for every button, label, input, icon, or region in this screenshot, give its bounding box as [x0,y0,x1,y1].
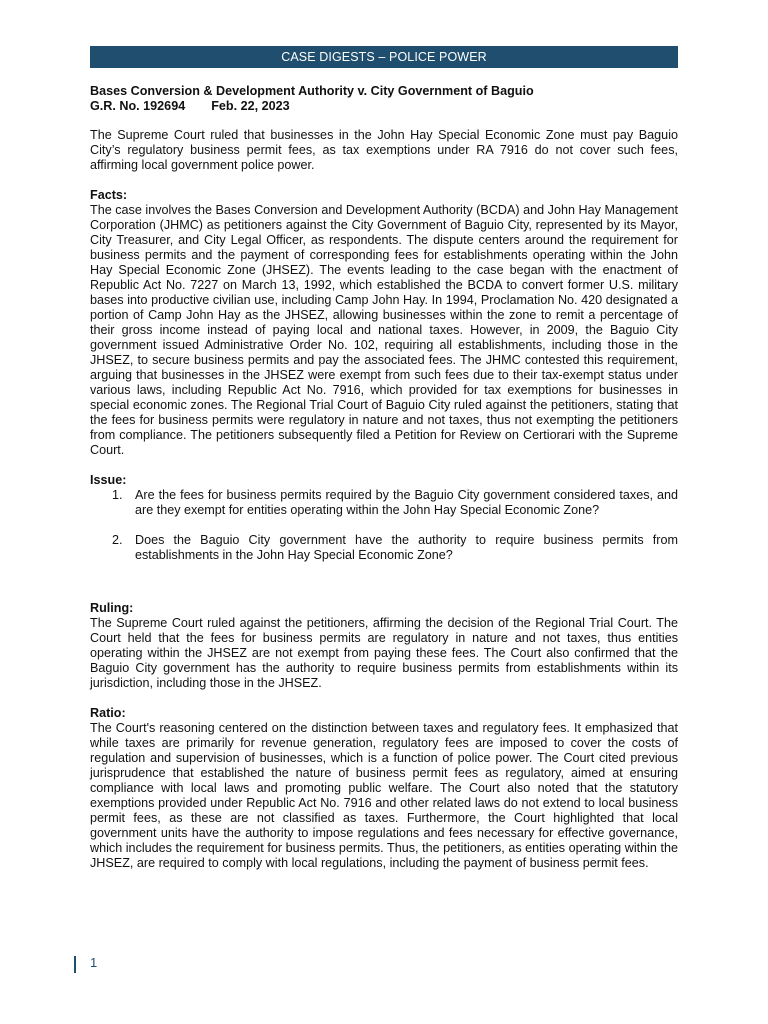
decision-date: Feb. 22, 2023 [211,99,290,113]
facts-text: The case involves the Bases Conversion and Development Authority (BCDA) and John Hay Management Corporation (JHMC) as petitioners against the City Government of Baguio City, represented by its Mayor, City Treasurer, and City Legal Officer, as respondents. The dispute centers around the requirement for business permits and the payment of corresponding fees for establishments operating within the John Hay Special Economic Zone (JHSEZ). The events leading to the case began with the enactment of Republic Act No. 7227 on March 13, 1992, which established the BCDA to convert former U.S. military bases into productive civilian use, including Camp John Hay. In 1994, Proclamation No. 420 designated a portion of Camp John Hay as the JHSEZ, allowing businesses within the zone to remit a percentage of their gross income instead of paying local and national taxes. However, in 2009, the Baguio City government issued Administrative Order No. 102, requiring all establishments, including those in the JHSEZ, to secure business permits and pay the associated fees. The JHMC contested this requirement, arguing that businesses in the JHSEZ were exempt from such fees due to their tax-exempt status under various laws, including Republic Act No. 7916, which provided for tax exemptions for businesses in special economic zones. The Regional Trial Court of Baguio City ruled against the petitioners, stating that the fees for business permits were regulatory in nature and not taxes, thus not exempting the petitioners from compliance. The petitioners subsequently filed a Petition for Review on Certiorari with the Supreme Court. [90,203,678,457]
case-summary: The Supreme Court ruled that businesses in the John Hay Special Economic Zone must pay Baguio City’s regulatory business permit fees, as tax exemptions under RA 7916 do not cover such fees, affirming local government police power. [90,128,678,172]
facts-heading: Facts: [90,188,128,202]
header-banner [90,46,678,68]
case-reference [90,99,678,114]
issue-item [90,488,678,518]
issue-text: Are the fees for business permits required by the Baguio City government considered taxes, and are they exempt for entities operating within the John Hay Special Economic Zone? [135,488,678,517]
issue-number: 1. [112,488,123,502]
header-title: CASE DIGESTS – POLICE POWER [281,50,487,64]
issue-heading: Issue: [90,473,127,487]
ratio-heading: Ratio: [90,706,126,720]
gr-number: G.R. No. 192694 [90,99,186,113]
ratio-text: The Court's reasoning centered on the distinction between taxes and regulatory fees. It emphasized that while taxes are primarily for revenue generation, regulatory fees are imposed to cover the costs of regulation and supervision of businesses, which is a function of police power. The Court cited previous jurisprudence that established the nature of business permit fees as regulatory, aimed at ensuring compliance with local laws and promoting public welfare. The Court also noted that the statutory exemptions provided under Republic Act No. 7916 and other related laws do not extend to local business permit fees, as these are not classified as taxes. Furthermore, the Court highlighted that local government units have the authority to impose regulations and fees necessary for effective governance, which includes the requirement for business permits. Thus, the petitioners, as entities operating within the JHSEZ, are required to comply with local regulations, including the payment of business permit fees. [90,721,678,870]
ruling-text: The Supreme Court ruled against the petitioners, affirming the decision of the Regional Trial Court. The Court held that the fees for business permits are regulatory in nature and not taxes, thus entities operating within the JHSEZ are not exempt from paying these fees. The Court also confirmed that the Baguio City government has the authority to require business permits from establishments within its jurisdiction, including those in the JHSEZ. [90,616,678,690]
document-body [90,84,678,886]
ruling-heading: Ruling: [90,601,134,615]
issue-list [90,488,678,563]
issue-item [90,533,678,563]
issue-number: 2. [112,533,123,547]
issue-text: Does the Baguio City government have the authority to require business permits from establishments in the John Hay Special Economic Zone? [135,533,678,562]
footer-divider [74,956,76,973]
case-title: Bases Conversion & Development Authority v. City Government of Baguio [90,84,534,98]
page-number: 1 [90,955,98,970]
